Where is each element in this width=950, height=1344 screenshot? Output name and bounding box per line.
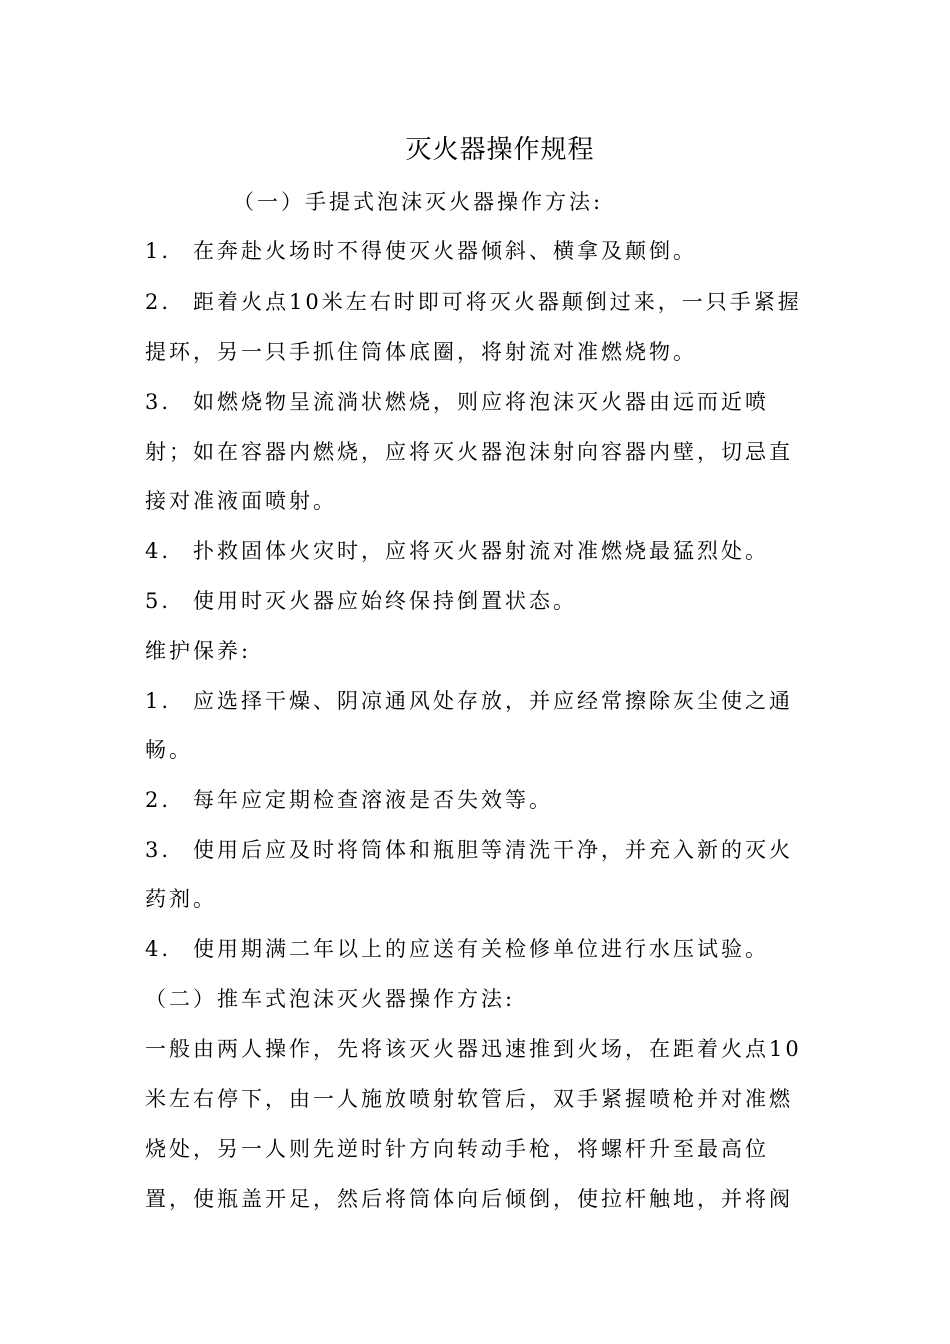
- paragraph-line: 置，使瓶盖开足，然后将筒体向后倾倒，使拉杆触地，并将阀: [145, 1187, 793, 1211]
- item-text: 每年应定期检查溶液是否失效等。: [193, 788, 553, 812]
- item-number: 5.: [145, 589, 172, 613]
- item-text: 如燃烧物呈流淌状燃烧，则应将泡沫灭火器由远而近喷: [193, 390, 769, 414]
- section-heading-portable: （一）手提式泡沫灭火器操作方法:: [233, 190, 604, 214]
- item-text: 在奔赴火场时不得使灭火器倾斜、横拿及颠倒。: [193, 239, 697, 263]
- paragraph-line: [145, 931, 769, 967]
- paragraph-line: 米左右停下，由一人施放喷射软管后，双手紧握喷枪并对准燃: [145, 1087, 793, 1111]
- paragraph-line: 畅。: [145, 738, 193, 762]
- item-text: 扑救固体火灾时，应将灭火器射流对准燃烧最猛烈处。: [193, 539, 769, 563]
- item-text: 使用期满二年以上的应送有关检修单位进行水压试验。: [193, 937, 769, 961]
- paragraph-line: [145, 683, 793, 719]
- item-text: 距着火点10米左右时即可将灭火器颠倒过来，一只手紧握: [193, 290, 802, 314]
- item-text: 使用时灭火器应始终保持倒置状态。: [193, 589, 577, 613]
- paragraph-line: 接对准液面喷射。: [145, 489, 337, 513]
- paragraph-line: [145, 782, 553, 818]
- item-number: 1.: [145, 239, 172, 263]
- document-title: 灭火器操作规程: [405, 135, 595, 165]
- paragraph-line: [145, 583, 577, 619]
- paragraph-line: [145, 284, 802, 320]
- item-text: 应选择干燥、阴凉通风处存放，并应经常擦除灰尘使之通: [193, 689, 793, 713]
- section-heading-cart: （二）推车式泡沫灭火器操作方法:: [145, 987, 516, 1011]
- item-text: 使用后应及时将筒体和瓶胆等清洗干净，并充入新的灭火: [193, 838, 793, 862]
- paragraph-line: 一般由两人操作，先将该灭火器迅速推到火场，在距着火点10: [145, 1037, 802, 1061]
- paragraph-line: [145, 233, 697, 269]
- item-number: 3.: [145, 838, 172, 862]
- item-number: 4.: [145, 937, 172, 961]
- paragraph-line: [145, 533, 769, 569]
- paragraph-line: [145, 384, 769, 420]
- item-number: 3.: [145, 390, 172, 414]
- paragraph-line: 射；如在容器内燃烧，应将灭火器泡沫射向容器内壁，切忌直: [145, 440, 793, 464]
- item-number: 1.: [145, 689, 172, 713]
- paragraph-line: 药剂。: [145, 887, 217, 911]
- section-heading-maintenance: 维护保养:: [145, 639, 252, 663]
- paragraph-line: 烧处，另一人则先逆时针方向转动手枪，将螺杆升至最高位: [145, 1137, 769, 1161]
- paragraph-line: [145, 832, 793, 868]
- paragraph-line: 提环，另一只手抓住筒体底圈，将射流对准燃烧物。: [145, 340, 697, 364]
- item-number: 2.: [145, 788, 172, 812]
- item-number: 2.: [145, 290, 172, 314]
- item-number: 4.: [145, 539, 172, 563]
